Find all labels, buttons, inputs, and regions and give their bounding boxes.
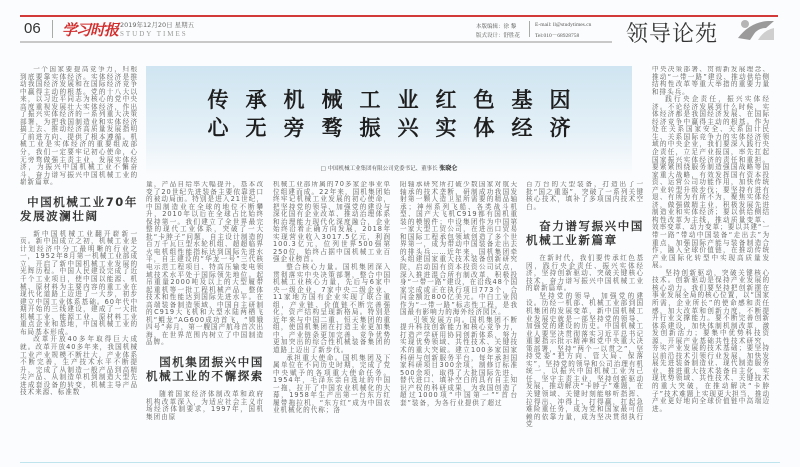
article-column-5 <box>526 181 644 458</box>
article-column-3 <box>273 181 391 458</box>
body-paragraph: 中央决策部署、贯彻新发展理念、推动“一带一路”建设、推动供给侧结构性改革等重大举措的重要力量和排头兵。 <box>652 66 770 96</box>
section-heading-line: 机械工业新篇章 <box>526 233 618 248</box>
headline-line-2: 心无旁骛振兴实体经济 <box>207 115 588 140</box>
byline-title: □ 中国机械工业集团有限公司党委书记、董事长 <box>320 166 438 172</box>
body-paragraph: 坚持党的领导，加强党的建设。历经一机部、机械工业部到国机集团的发展变革，新中国机械工业发展史就是一部坚持党的领导、加强党的建设的历史。中国机械工业人要坚决贯彻落实习近平总书记重要指示批示精神和党中央重大决策部署，坚持“两个一以贯之”，坚持党委“把方向、管大局、保落实”，坚持党的领导和公司治理有机统一，以振兴中国机械工业为己任，坚守主责主业，坚持创新驱动发展，推动解决“卡脖子”难题，在关键领域、关键时刻能够听指挥、拉得出、冲得上、打得赢，扛起急难险重任务，成为党和国家最可信赖的依靠力量，成为坚决贯彻执行党 <box>526 291 644 429</box>
body-paragraph: 百万台的大型装备，打造出了一批“国之重器”，突破了一系列关键核心技术，填补了多项国内技术空白。 <box>526 181 644 211</box>
divider <box>52 20 53 38</box>
body-paragraph: 阳轴承研究所打破少数国家对航天轴承的技术垄断，研制成功我国发射第一颗人造卫星所需要的精品轴承；神州系列飞船、各类战斗机型、国产大飞机C919都有国机重装的模锻件；中设集团作为中国第一家大型工贸公司，在进出口贸易和国际工程承包领域创造了多个世界第一，成为带动中国装备走出去的排头兵……近年来，国机集团牵头组建国家重大技术装备创新研究院，启动国有资本投资公司试点，深入推进混合所有制改革，积极投身“一带一路”建设，在沿线48个国家完成或正在执行项目773个，合同金额近800亿美元。中白工业园作为“一带一路”标志性工程，是我国最有影响力的海外经济园区。 <box>400 181 518 317</box>
editor-credit: 本版编辑：徐 黎 <box>476 24 517 30</box>
section-heading <box>526 219 644 247</box>
article-column-6 <box>652 66 770 458</box>
masthead-logo: 学习时报 <box>62 21 119 39</box>
body-paragraph: 一个国家要提高竞争力，归根到底要靠实体经济。实体经济是推动我国经济发展和在国际经济竞争中赢得主动的根基。党的十八大以来，以习近平同志为核心的党中央高度重视发展壮大实体经济，作出了振兴实体经济的一系列重大决策部署，为把我国制造业和实体经济搞上去、推动经济高质量发展指明了前进方向、提供了根本遵循。机械工业是实体经济的重要组成部分，我们一定要牢记初心使命，心无旁骛做强主责主业，发展实体经济，为振兴中国机械工业不懈奋斗，奋力谱写振兴中国机械工业的崭新篇章。 <box>20 66 138 187</box>
masthead-english: STUDY TIMES <box>120 30 188 38</box>
section-heading-line: 国机集团振兴中国 <box>159 355 264 370</box>
body-paragraph: 在新时代，我们要传承红色基因，践行央企责任、振兴实体经济，坚持创新驱动、突破关键核心技术，奋力谱写振兴中国机械工业的崭新篇章。 <box>526 254 644 293</box>
body-paragraph: 新中国机械工业翻开崭新一页。新中国成立之初，机械工业是计划经济中分工最明晰的行业之一，1952年8月第一机械工业部成立，开启了新中国机械工业发展的光辉历程。中国人民建设完成了近千个工业项目，使中国以能源、机械、原材料为主要内容的重工业在现代化道路上迈进了一大步，初步建立中国工业体系基础。60年代中期开始的三线建设，建成了一大批机械工业、能源工业、原材料工业重点企业和基地，中国机械工业的布局基本形成。 <box>20 229 138 336</box>
page-number: 06 <box>24 20 41 37</box>
bottom-rule <box>20 462 780 463</box>
designer-credit: 版式设计：舒胜花 <box>476 33 521 39</box>
section-figure-logo-icon <box>736 18 776 46</box>
section-heading-line: 机械工业的不懈探索 <box>146 369 264 384</box>
contact-email: E-mail: ll@studytimes.cn <box>535 22 592 28</box>
body-paragraph: 随着国家经济体制改革和政府机构改革深入，为适应社会主义市场经济体制要求，1997年，国机集团由原 <box>146 390 264 421</box>
article-column-1 <box>20 66 138 458</box>
byline-author: 张晓仑 <box>439 165 458 172</box>
section-heading-line: 中国机械工业70年 <box>27 194 138 209</box>
divider <box>529 21 530 37</box>
headline-line-1: 传承机械工业红色基因 <box>207 87 588 112</box>
byline <box>146 163 632 172</box>
article-column-4 <box>400 181 518 458</box>
issue-date: 2019年12月20日 星期五 <box>120 21 195 29</box>
body-paragraph: 量，产品自给率大幅提升，基本改变了20世纪先进装备主要依靠进口的被动局面。特别是进入21世纪，中国制造业在全球的地位不断攀升，2010年以后在全球占比始终保持第一。我们建立了全世界最完整的现代工业体系，突破了一大批“卡脖子”问题，自主设计制造的百万千瓦巨型水轮机组、超超临界火电机组性能指标达到国际先进水平，自主建设的“华龙一号”三代核电示范工程项目、特高压输变电领域技术水平处于国际领先地位。起吊重量2000吨及以上的大型履带起重机等一批工程机械产品，整体技术和性能达到国际先进水平。在高端装备制造领域，中国自主研制的C919大飞机和大型水陆两栖飞机“鲲龙”AG600成功首飞，“嫦娥四号”奔月，第一艘国产航母首次出海，在世界范围内树立了中国制造品牌。 <box>146 181 264 347</box>
body-paragraph: 践行央企责任，振兴实体经济。不论经济发展到什么时候，实体经济都是我国经济发展、在国际经济竞争中赢得主动的根基。作为处在关系国家安全、关系国计民生、关系国际竞争力的实体经济领域的中央企业，我们要深入践行央企责任，立足产业报国，率先扛起国家振兴实体经济的责任和重担。要紧紧围绕服务制造强国战略等国家重大战略，有效发挥国有资本投资、运营公司功能作用，加快传统产业转型升级步伐；要坚持有进有退、有所为有所不为，聚焦实体经济，做强做精主业，积极发展先进制造业和实体经济；要以供给侧结构性改革为主线，推动质量变革、效率变革、动力变革；要以共建“一带一路”带动中国装备“走出去”为重点，加强国际产能与装备制造合作，融入全球价值链，在推动传统产业国际化转型中实现高质量发展。 <box>652 95 770 270</box>
body-paragraph: 机械工业部所属的70多家企事业单位组建而成。22年来，国机集团始终牢记机械工业发展的初心使命，把坚持党的领导、加强党的建设与深化国有企业改革、推动治理体系和治理能力现代化深度融合，企业始终沿着正确方向发展，2018年实现营业收入3017.5亿元，利润100.3亿元，位列世界500强第250位，始终占据中国机械工业百强企业榜首。 <box>273 181 391 264</box>
body-paragraph: 承担重大使命。国机集团及下属单位在不同历史时期，完成了党中央赋予的各项重大使命任务。1954年，毛泽东亲自选址的中国一拖，拉开了中国农业机械化的大幕，1958年生产出第一台东方红履带拖拉机，“东方红”成为中国农业机械化的代称；洛 <box>273 353 391 415</box>
body-paragraph: 引领发展方向。国机集团不断提升科技创新能力和核心竞争力，打造产学研用协同创新体系，努力实现优势领域、共性技术、关键技术的重大突破。建立100多家国家科研与创新服务平台，每年承担国家科研项目300余项，制修订标准500余项，取得了大批国际先进、替代进口、填补空白的具有自主知识产权的科研成果，为我国创造了超过1000项“中国第一”“首台套”装备，为各行业提供了超过 <box>400 315 518 407</box>
body-paragraph: 改革开放40多年取得巨大成就。改革开放40多年来，我国机械工业产业规模不断壮大，产业体系不断完善，生产技术水平不断提升，完成了从制造一般产品到高精尖产品、从制造单机到制造大型先进成套设备的转变，机械主导产品技术来源、标准数 <box>20 335 138 397</box>
section-title: 领导论苑 <box>626 22 719 47</box>
header-grey-rule <box>20 41 612 43</box>
section-heading <box>20 195 138 223</box>
headline-box <box>146 66 632 176</box>
body-paragraph: 整合核心力量。国机集团深入贯彻落实中央决策部署，整合中国机械工业核心力量，先后与6家中央一级企业、7家中央二级企业、11家地方国有企业实现了联合重组，产业链、价值链不断完善强化，资产结构呈现新格局。特别是近年来与中国二重、恒天集团的重组，使国机集团在打造主业更加集中、产业链条更加完善、竞争优势更加突出的综合性机械装备集团的道路上迈出了新步伐。 <box>273 263 391 355</box>
body-paragraph: 坚持创新驱动，突破关键核心技术。创新驱动是保持产业发展的核心动力。我们要坚持把创新摆在事业发展全局的核心位置，以“国家所需，企业所长”的使命感和责任感，加大改革和创新力度，不断提升行业支撑能力。要不断完善创新体系建设，加快体制机制改革，激发创新活力；要集中优势科技资源，开展产业基础共性技术研究，夯实产业发展的技术基础；要坚持以前沿技术引领行业发展，加快发展先进装备制造业、现代制造服务业，推进重大技术装备自主化，实现优势领域、共性技术、关键技术的重大突破，在推动解决“卡脖子”技术难题上实现更大担当，推动产业更好地向全球价值链中高端迈进。 <box>652 268 770 413</box>
section-heading <box>146 355 264 383</box>
contact-tel: Tel:010－68928758 <box>535 33 580 39</box>
section-heading-line: 发展波澜壮阔 <box>20 208 99 223</box>
section-heading-line: 奋力谱写振兴中国 <box>539 219 644 234</box>
article-column-2 <box>146 181 264 458</box>
